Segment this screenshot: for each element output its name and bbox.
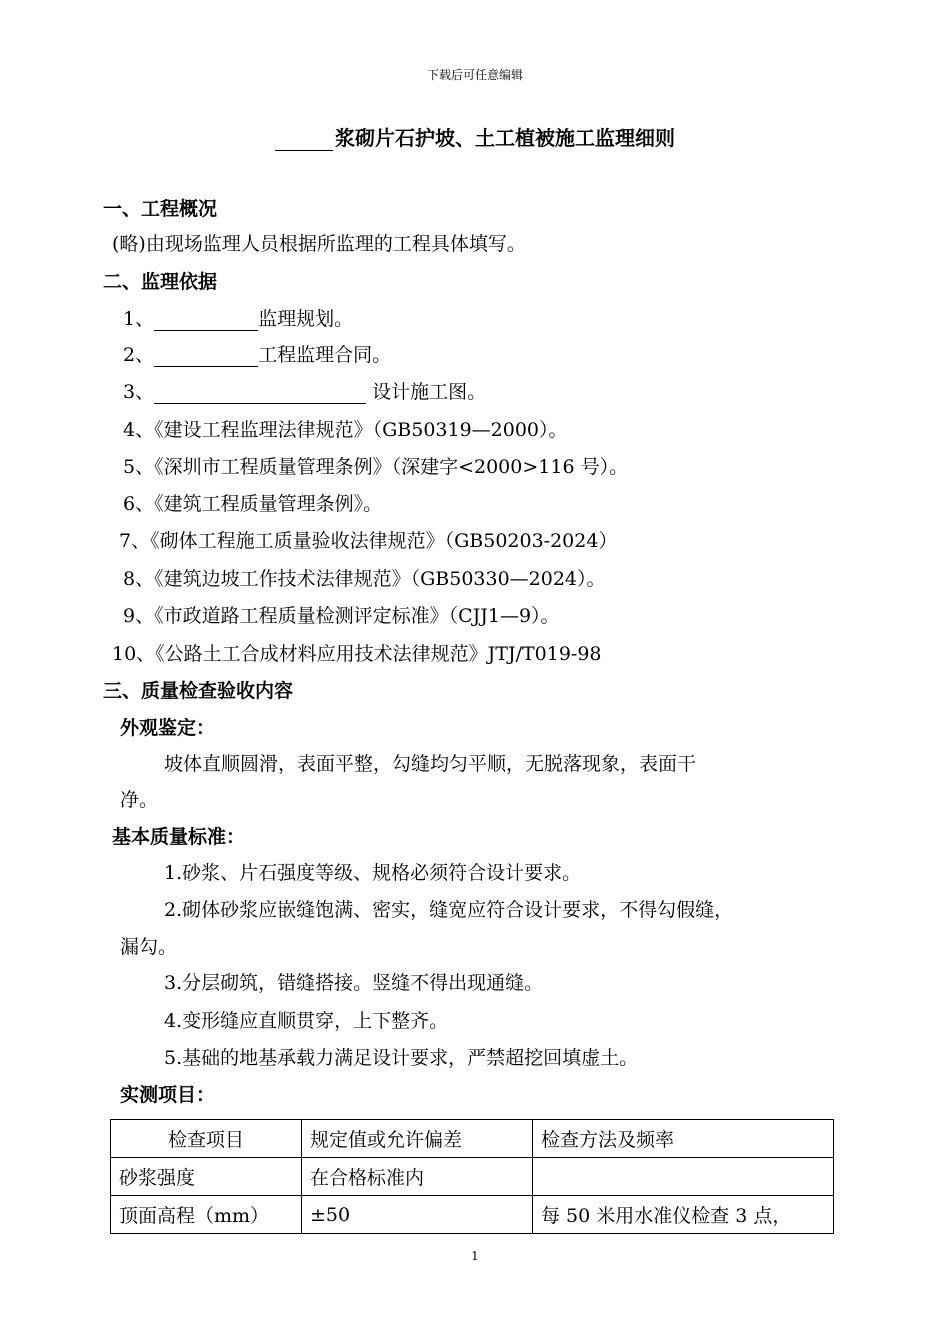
basis-item-number: 3、 — [123, 381, 155, 403]
basis-item-4: 4、《建设工程监理法律规范》（GB50319—2000）。 — [123, 419, 568, 441]
table-header-cell: 规定值或允许偏差 — [302, 1120, 533, 1158]
document-title — [0, 122, 950, 151]
standard-item-2-line-2: 漏勾。 — [120, 936, 178, 958]
basis-item-10: 10、《公路土工合成材料应用技术法律规范》JTJ/T019-98 — [112, 643, 602, 665]
page-number: 1 — [471, 1249, 479, 1263]
appearance-heading: 外观鉴定： — [120, 717, 216, 739]
table-header-cell: 检查方法及频率 — [533, 1120, 834, 1158]
basis-item-7: 7、《砌体工程施工质量验收法律规范》（GB50203-2024） — [119, 530, 618, 552]
table-row — [111, 1158, 834, 1196]
title-text: 浆砌片石护坡、土工植被施工监理细则 — [335, 126, 675, 150]
basis-item-number: 1、 — [123, 308, 155, 330]
basic-standard-heading: 基本质量标准： — [112, 826, 246, 848]
table-cell — [533, 1158, 834, 1196]
section-2-heading: 二、监理依据 — [103, 271, 218, 293]
basis-item-text: 工程监理合同。 — [258, 344, 392, 366]
table-cell: 砂浆强度 — [111, 1158, 302, 1196]
table-cell: 顶面高程（mm） — [111, 1196, 302, 1234]
basis-item-text: 设计施工图。 — [372, 381, 487, 403]
basis-item-number: 2、 — [123, 344, 155, 366]
basis-item-9: 9、《市政道路工程质量检测评定标准》（CJJ1—9）。 — [123, 605, 560, 627]
appearance-text-line-1: 坡体直顺圆滑，表面平整，勾缝均匀平顺，无脱落现象，表面干 — [164, 753, 697, 775]
title-blank — [275, 132, 333, 151]
standard-item-3: 3.分层砌筑，错缝搭接。竖缝不得出现通缝。 — [164, 972, 544, 994]
fill-blank — [154, 385, 366, 404]
table-header-cell: 检查项目 — [111, 1120, 302, 1158]
section-1-heading: 一、工程概况 — [103, 198, 218, 220]
basis-item-1 — [123, 307, 353, 331]
basis-item-3 — [123, 380, 486, 404]
table-row — [111, 1196, 834, 1234]
standard-item-4: 4.变形缝应直顺贯穿，上下整齐。 — [164, 1010, 449, 1032]
header-note: 下载后可任意编辑 — [426, 68, 523, 82]
table-cell: ±50 — [302, 1196, 533, 1234]
section-3-heading: 三、质量检查验收内容 — [103, 680, 294, 702]
basis-item-5: 5、《深圳市工程质量管理条例》（深建字<2000>116 号）。 — [123, 456, 629, 478]
standard-item-1: 1.砂浆、片石强度等级、规格必须符合设计要求。 — [164, 862, 582, 884]
fill-blank — [154, 312, 258, 331]
basis-item-8: 8、《建筑边坡工作技术法律规范》（GB50330—2024）。 — [123, 568, 606, 590]
basis-item-text: 监理规划。 — [258, 308, 354, 330]
fill-blank — [154, 348, 258, 367]
measured-items-table — [110, 1119, 834, 1234]
measured-items-heading: 实测项目： — [120, 1084, 216, 1106]
basis-item-6: 6、《建筑工程质量管理条例》。 — [123, 493, 383, 515]
basis-item-2 — [123, 343, 391, 367]
standard-item-2-line-1: 2.砌体砂浆应嵌缝饱满、密实，缝宽应符合设计要求，不得勾假缝， — [164, 899, 734, 921]
table-cell: 每 50 米用水准仪检查 3 点， — [533, 1196, 834, 1234]
section-1-text: (略)由现场监理人员根据所监理的工程具体填写。 — [112, 233, 526, 255]
table-header-row — [111, 1120, 834, 1158]
appearance-text-line-2: 净。 — [120, 789, 159, 811]
table-cell: 在合格标准内 — [302, 1158, 533, 1196]
standard-item-5: 5.基础的地基承载力满足设计要求，严禁超挖回填虚土。 — [164, 1047, 639, 1069]
